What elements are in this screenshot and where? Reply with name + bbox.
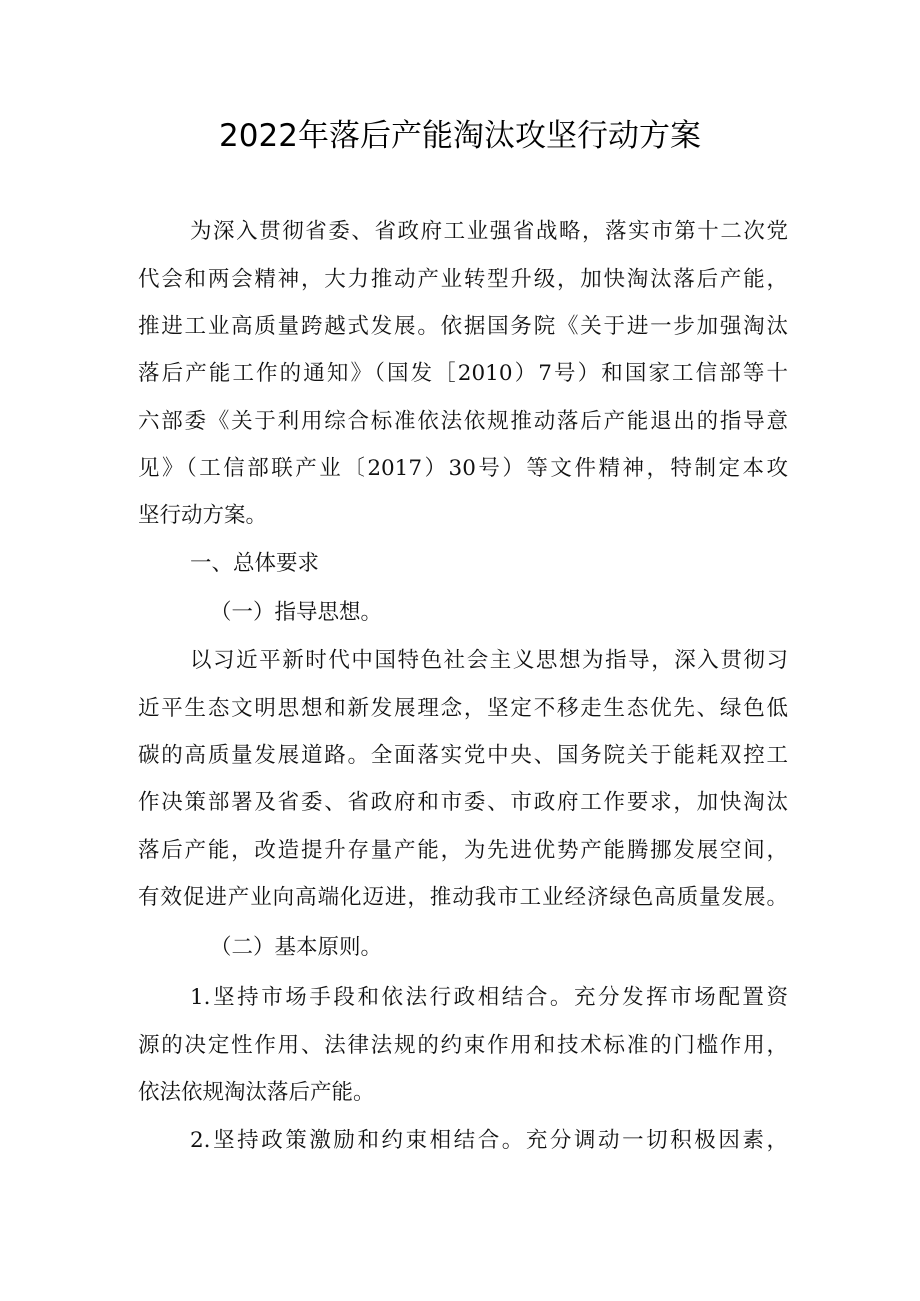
intro-line: 六部委《关于利用综合标准依法依规推动落后产能退出的指导意 — [138, 409, 788, 434]
intro-line: 推进工业高质量跨越式发展。依据国务院《关于进一步加强淘汰 — [138, 314, 788, 339]
paragraph-line: 落后产能，改造提升存量产能，为先进优势产能腾挪发展空间， — [138, 838, 788, 863]
subsection-heading: （一）指导思想。 — [210, 600, 383, 625]
intro-line: 坚行动方案。 — [138, 503, 268, 528]
paragraph-line: 作决策部署及省委、省政府和市委、市政府工作要求，加快淘汰 — [138, 790, 788, 815]
intro-line: 代会和两会精神，大力推动产业转型升级，加快淘汰落后产能， — [138, 267, 788, 292]
paragraph-line: 依法依规淘汰落后产能。 — [138, 1080, 375, 1105]
paragraph-line: 1.坚持市场手段和依法行政相结合。充分发挥市场配置资 — [190, 985, 788, 1010]
paragraph-line: 2.坚持政策激励和约束相结合。充分调动一切积极因素， — [190, 1128, 788, 1153]
section-heading: 一、总体要求 — [190, 551, 320, 576]
intro-line: 为深入贯彻省委、省政府工业强省战略，落实市第十二次党 — [190, 219, 788, 244]
paragraph-line: 有效促进产业向高端化迈进，推动我市工业经济绿色高质量发展。 — [138, 885, 788, 910]
document-title: 2022年落后产能淘汰攻坚行动方案 — [219, 118, 701, 154]
paragraph-line: 以习近平新时代中国特色社会主义思想为指导，深入贯彻习 — [190, 648, 788, 673]
intro-line: 见》（工信部联产业〔2017）30号）等文件精神，特制定本攻 — [138, 456, 788, 481]
paragraph-line: 近平生态文明思想和新发展理念，坚定不移走生态优先、绿色低 — [138, 696, 788, 721]
subsection-heading: （二）基本原则。 — [210, 935, 383, 960]
paragraph-line: 碳的高质量发展道路。全面落实党中央、国务院关于能耗双控工 — [138, 743, 788, 768]
paragraph-line: 源的决定性作用、法律法规的约束作用和技术标准的门槛作用， — [138, 1033, 788, 1058]
intro-line: 落后产能工作的通知》（国发［2010）7号）和国家工信部等十 — [138, 361, 788, 386]
